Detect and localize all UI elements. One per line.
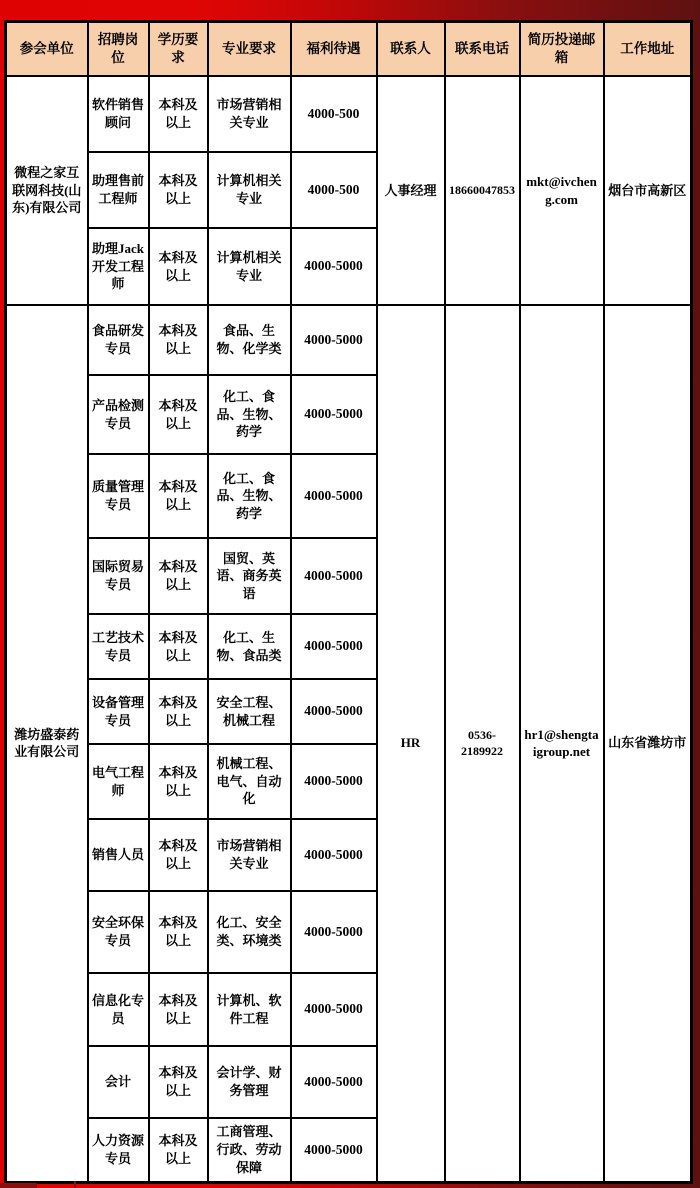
salary-cell: 4000-5000 [291,538,377,614]
company-name-cell: 潍坊盛泰药业有限公司 [6,305,88,1182]
position-title-cell: 设备管理专员 [88,679,149,744]
position-title-cell: 助理Jack开发工程师 [88,228,149,305]
education-requirement-cell: 本科及以上 [149,614,208,679]
major-requirement-cell: 计算机相关专业 [208,228,291,305]
work-address-cell: 烟台市高新区 [604,76,692,305]
contact-person-cell: 人事经理 [377,76,445,305]
company-name-cell: 微程之家互联网科技(山东)有限公司 [6,76,88,305]
position-title-cell: 助理售前工程师 [88,152,149,228]
major-requirement-cell: 化工、生物、食品类 [208,614,291,679]
salary-cell: 4000-500 [291,152,377,228]
major-requirement-cell: 市场营销相关专业 [208,76,291,152]
education-requirement-cell: 本科及以上 [149,152,208,228]
major-requirement-cell: 工商管理、行政、劳动保障 [208,1118,291,1182]
position-title-cell: 会计 [88,1046,149,1118]
salary-cell: 4000-500 [291,76,377,152]
header-email: 简历投递邮箱 [520,22,604,77]
salary-cell: 4000-5000 [291,614,377,679]
education-requirement-cell: 本科及以上 [149,1046,208,1118]
position-title-cell: 销售人员 [88,819,149,891]
position-title-cell: 安全环保专员 [88,891,149,973]
bottom-accent-tick [74,1181,76,1188]
major-requirement-cell: 安全工程、机械工程 [208,679,291,744]
position-title-cell: 质量管理专员 [88,454,149,538]
education-requirement-cell: 本科及以上 [149,538,208,614]
education-requirement-cell: 本科及以上 [149,819,208,891]
education-requirement-cell: 本科及以上 [149,375,208,454]
position-title-cell: 软件销售顾问 [88,76,149,152]
salary-cell: 4000-5000 [291,679,377,744]
header-company: 参会单位 [6,22,88,77]
major-requirement-cell: 计算机相关专业 [208,152,291,228]
header-education: 学历要求 [149,22,208,77]
header-contact: 联系人 [377,22,445,77]
salary-cell: 4000-5000 [291,1046,377,1118]
position-title-cell: 产品检测专员 [88,375,149,454]
header-phone: 联系电话 [445,22,520,77]
position-title-cell: 人力资源专员 [88,1118,149,1182]
position-title-cell: 信息化专员 [88,973,149,1046]
major-requirement-cell: 化工、食品、生物、药学 [208,375,291,454]
work-address-cell: 山东省潍坊市 [604,305,692,1182]
salary-cell: 4000-5000 [291,454,377,538]
position-row [6,76,692,152]
major-requirement-cell: 化工、食品、生物、药学 [208,454,291,538]
position-title-cell: 工艺技术专员 [88,614,149,679]
education-requirement-cell: 本科及以上 [149,305,208,375]
salary-cell: 4000-5000 [291,973,377,1046]
position-row [6,305,692,375]
salary-cell: 4000-5000 [291,375,377,454]
position-title-cell: 食品研发专员 [88,305,149,375]
table-header-row [6,22,692,77]
job-fair-table [4,20,693,1184]
header-salary: 福利待遇 [291,22,377,77]
contact-person-cell: HR [377,305,445,1182]
education-requirement-cell: 本科及以上 [149,679,208,744]
major-requirement-cell: 计算机、软件工程 [208,973,291,1046]
bottom-accent-block [0,1183,37,1188]
salary-cell: 4000-5000 [291,1118,377,1182]
education-requirement-cell: 本科及以上 [149,891,208,973]
education-requirement-cell: 本科及以上 [149,973,208,1046]
contact-phone-cell: 0536-2189922 [445,305,520,1182]
major-requirement-cell: 食品、生物、化学类 [208,305,291,375]
resume-email-cell: mkt@ivcheng.com [520,76,604,305]
major-requirement-cell: 市场营销相关专业 [208,819,291,891]
major-requirement-cell: 机械工程、电气、自动化 [208,744,291,819]
position-title-cell: 电气工程师 [88,744,149,819]
salary-cell: 4000-5000 [291,744,377,819]
education-requirement-cell: 本科及以上 [149,744,208,819]
position-title-cell: 国际贸易专员 [88,538,149,614]
education-requirement-cell: 本科及以上 [149,76,208,152]
salary-cell: 4000-5000 [291,891,377,973]
major-requirement-cell: 会计学、财务管理 [208,1046,291,1118]
education-requirement-cell: 本科及以上 [149,454,208,538]
resume-email-cell: hr1@shengtaigroup.net [520,305,604,1182]
header-address: 工作地址 [604,22,692,77]
major-requirement-cell: 国贸、英语、商务英语 [208,538,291,614]
salary-cell: 4000-5000 [291,305,377,375]
header-position: 招聘岗位 [88,22,149,77]
contact-phone-cell: 18660047853 [445,76,520,305]
education-requirement-cell: 本科及以上 [149,228,208,305]
education-requirement-cell: 本科及以上 [149,1118,208,1182]
salary-cell: 4000-5000 [291,819,377,891]
header-major: 专业要求 [208,22,291,77]
salary-cell: 4000-5000 [291,228,377,305]
major-requirement-cell: 化工、安全类、环境类 [208,891,291,973]
